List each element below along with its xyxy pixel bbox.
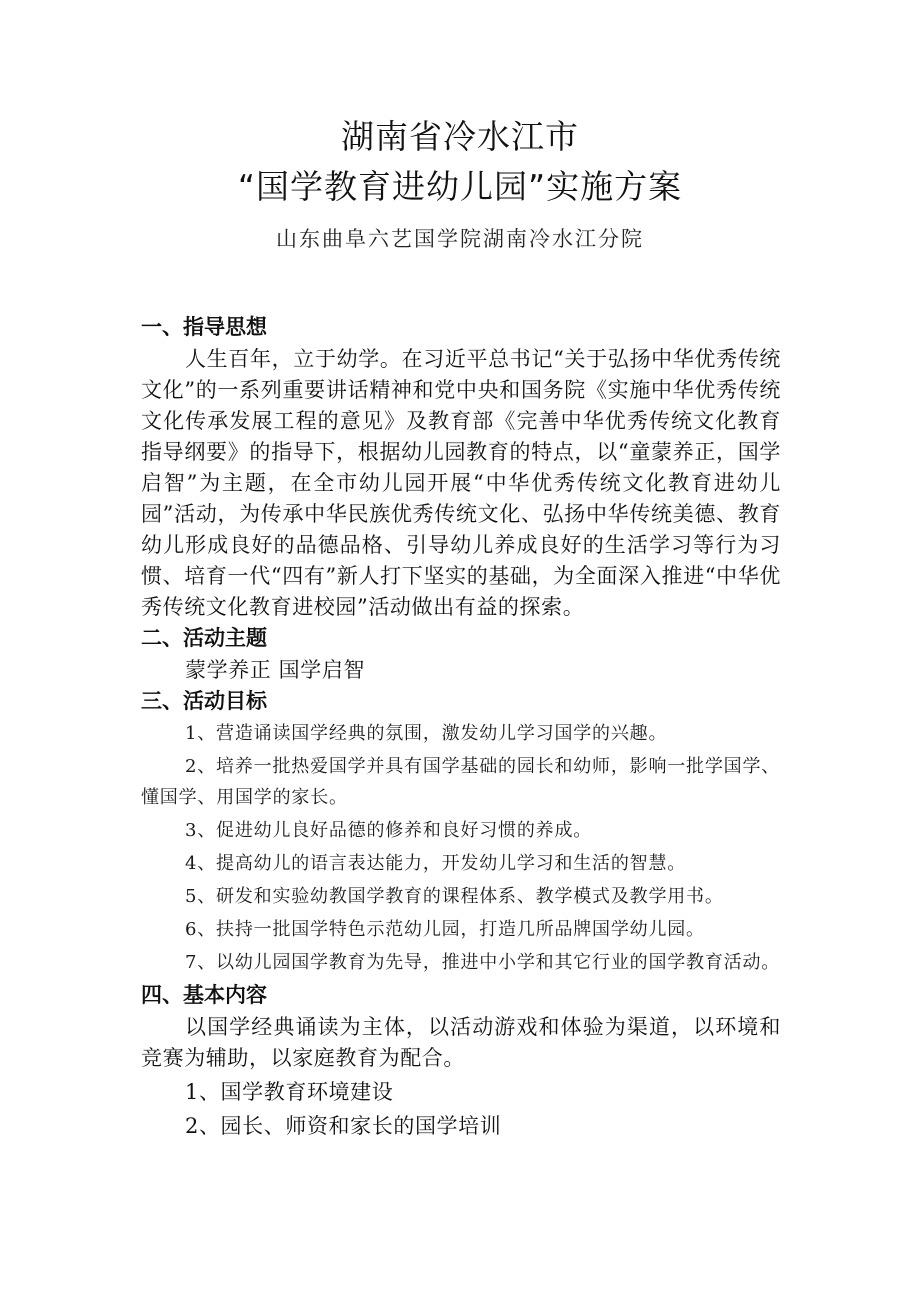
goal-item: 3、促进幼儿良好品德的修养和良好习惯的养成。 xyxy=(185,820,593,841)
section-heading-guiding-ideology: 一、指导思想 xyxy=(141,315,267,339)
paragraph-guiding-ideology: 人生百年，立于幼学。在习近平总书记“关于弘扬中华优秀传统文化”的一系列重要讲话精神和党中央和国务院《实施中华优秀传统文化传承发展工程的意见》及教育部《完善中华优秀传统文化教育指导纲要》的指导下，根据幼儿园教育的特点，以“童蒙养正，国学启智”为主题，在全市幼儿园开展“中华优秀传统文化教育进幼儿园”活动，为传承中华民族优秀传统文化、弘扬中华传统美德、教育幼儿形成良好的品德品格、引导幼儿养成良好的生活学习等行为习惯、培育一代“四有”新人打下坚实的基础，为全面深入推进“中华优秀传统文化教育进校园”活动做出有益的探索。 xyxy=(141,347,781,619)
goal-item: 6、扶持一批国学特色示范幼儿园，打造几所品牌国学幼儿园。 xyxy=(185,919,705,940)
content-item: 1、国学教育环境建设 xyxy=(185,1080,394,1104)
goal-item: 1、营造诵读国学经典的氛围，激发幼儿学习国学的兴趣。 xyxy=(185,723,668,744)
goal-item: 2、培养一批热爱国学并具有国学基础的园长和幼师，影响一批学国学、懂国学、用国学的家长。 xyxy=(141,756,781,808)
section-heading-goals: 三、活动目标 xyxy=(141,689,267,713)
content-item: 2、园长、师资和家长的国学培训 xyxy=(185,1114,502,1138)
title-block xyxy=(0,112,920,254)
section-heading-theme: 二、活动主题 xyxy=(141,626,267,650)
goal-item: 4、提高幼儿的语言表达能力，开发幼儿学习和生活的智慧。 xyxy=(185,853,687,874)
document-body xyxy=(141,312,781,1142)
section-heading-content: 四、基本内容 xyxy=(141,983,267,1007)
theme-text: 蒙学养正 国学启智 xyxy=(185,658,366,682)
document-title-line1: 湖南省冷水江市 xyxy=(341,117,579,156)
goal-item: 5、研发和实验幼教国学教育的课程体系、教学模式及教学用书。 xyxy=(185,886,724,907)
document-title-line2: “国学教育进幼儿园”实施方案 xyxy=(237,167,683,206)
document-subtitle: 山东曲阜六艺国学院湖南冷水江分院 xyxy=(276,227,644,251)
goal-item: 7、以幼儿园国学教育为先导，推进中小学和其它行业的国学教育活动。 xyxy=(185,952,781,973)
paragraph-content: 以国学经典诵读为主体，以活动游戏和体验为渠道，以环境和竞赛为辅助，以家庭教育为配合。 xyxy=(141,1015,781,1070)
